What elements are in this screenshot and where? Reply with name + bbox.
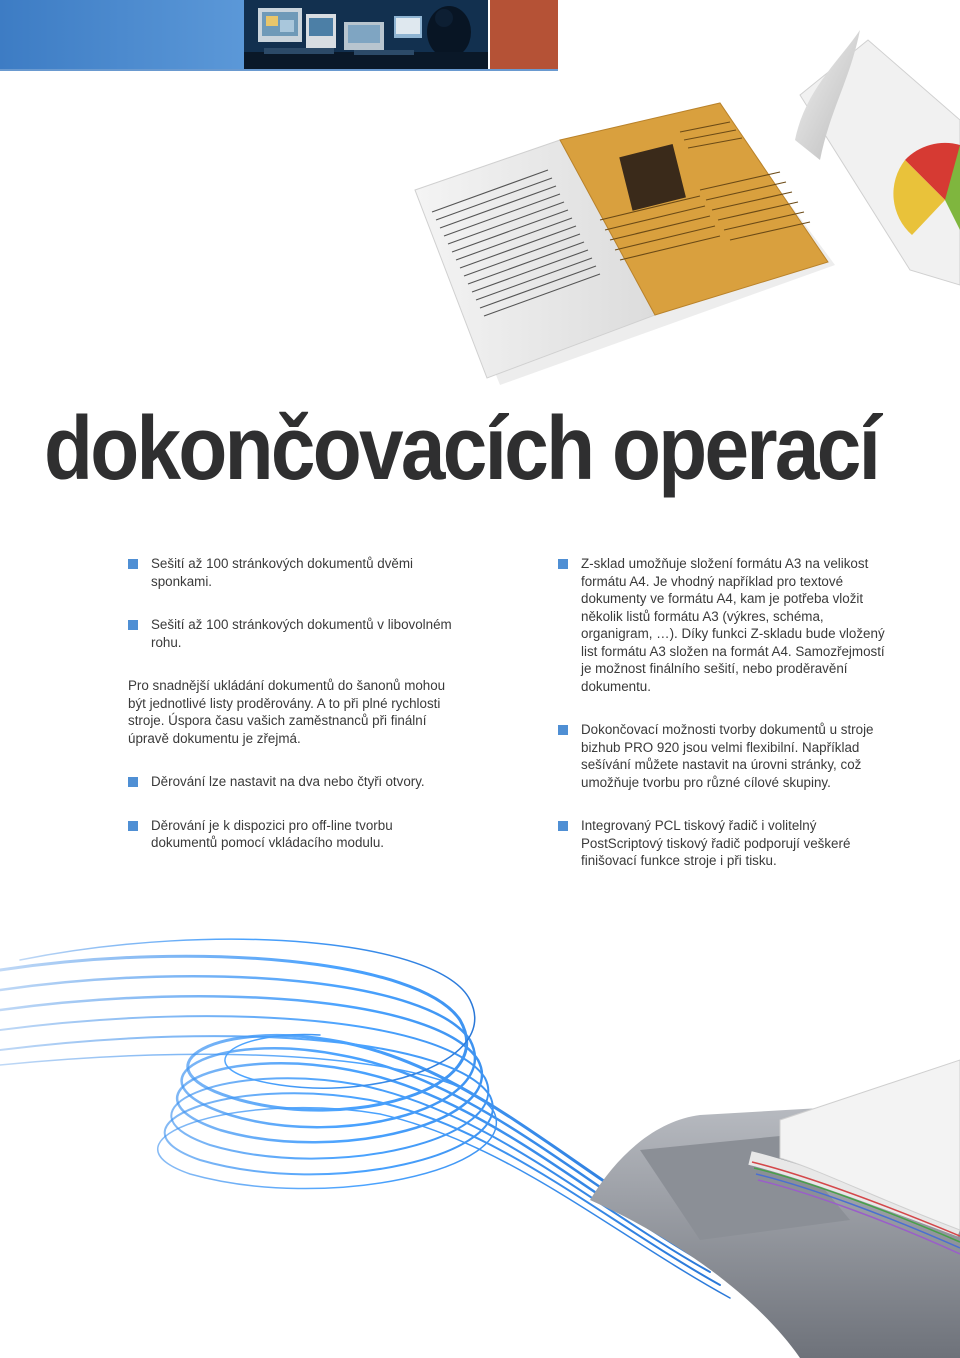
square-bullet-icon xyxy=(558,725,568,735)
bullet-item xyxy=(128,817,458,852)
bullet-item xyxy=(558,817,898,870)
bullet-item xyxy=(128,773,458,791)
bullet-item xyxy=(558,555,898,695)
square-bullet-icon xyxy=(558,559,568,569)
page-headline: dokončovacích operací xyxy=(44,399,879,499)
bullet-text: Z-sklad umožňuje složení formátu A3 na velikost formátu A4. Je vhodný například pro textové dokumenty ve formátu A4, kam je potřeba vložit několik listů formátu A3 (výkres, schéma, organigram, …). Díky funkci Z-skladu bude vložený list formátu A3 složen na formát A4. Samozřejmostí je možnost finálního sešití, nebo proděravění dokumentu. xyxy=(581,556,885,694)
bullet-text: Dokončovací možnosti tvorby dokumentů u stroje bizhub PRO 920 jsou velmi flexibilní. Například sešívání můžete nastavit na úrovni stránky, což umožňuje tvorbu pro různé cílové skupiny. xyxy=(581,722,874,790)
bullet-text: Integrovaný PCL tiskový řadič i volitelný PostScriptový tiskový řadič podporují veškeré finišovací funkce stroje i při tisku. xyxy=(581,818,851,868)
left-column xyxy=(128,555,458,852)
bullet-text: Děrování lze nastavit na dva nebo čtyři otvory. xyxy=(151,774,425,789)
square-bullet-icon xyxy=(128,620,138,630)
paragraph-text: Pro snadnější ukládání dokumentů do šanonů mohou být jednotlivé listy proděrovány. A to při plné rychlosti stroje. Úspora času vašich zaměstnanců při finální úpravě dokumentu je zřejmá. xyxy=(128,678,446,746)
square-bullet-icon xyxy=(558,821,568,831)
bullet-item xyxy=(128,616,458,651)
booklet-illustration xyxy=(0,0,960,400)
fiber-optic-illustration xyxy=(0,900,960,1358)
bullet-item xyxy=(558,721,898,791)
bullet-text: Děrování je k dispozici pro off-line tvorbu dokumentů pomocí vkládacího modulu. xyxy=(151,817,393,850)
square-bullet-icon xyxy=(128,559,138,569)
right-column xyxy=(558,555,898,870)
bullet-text: Sešití až 100 stránkových dokumentů dvěmi sponkami. xyxy=(151,556,413,589)
bullet-text: Sešití až 100 stránkových dokumentů v libovolném rohu. xyxy=(151,617,452,650)
square-bullet-icon xyxy=(128,821,138,831)
square-bullet-icon xyxy=(128,777,138,787)
bullet-item xyxy=(128,555,458,590)
